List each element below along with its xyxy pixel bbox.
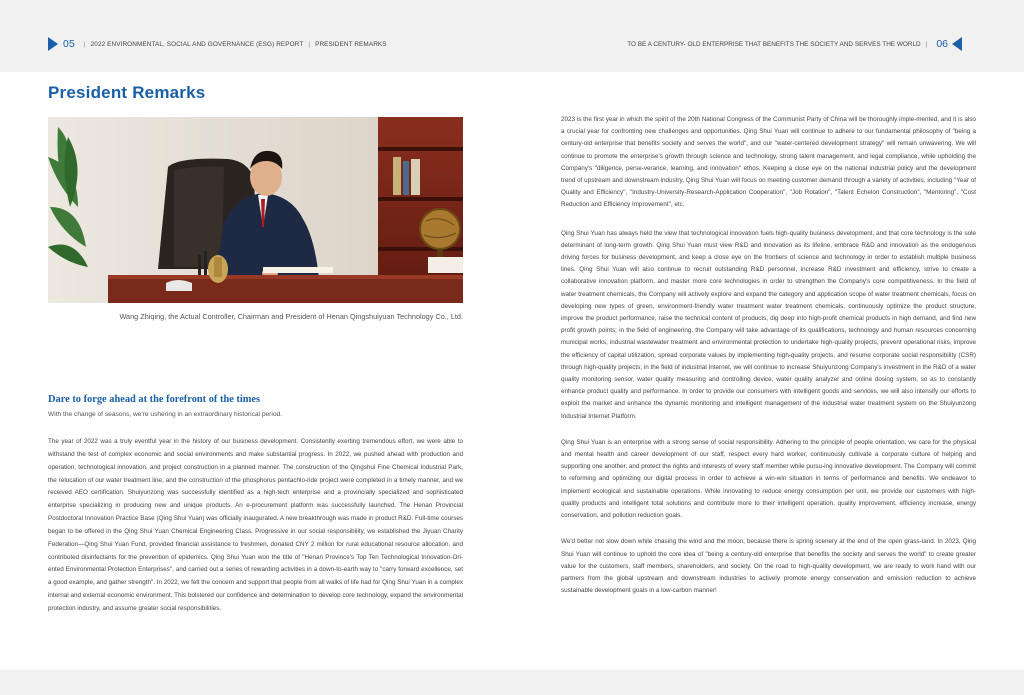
right-paragraph-3: Qing Shui Yuan is an enterprise with a strong sense of social responsibility. Adhering to the principle of people orientation, we care for the physical and mental health and career development of our staff, respect every hard worker, continuously cultivate a corporate culture of helping and supporting one another, and protect the rights and interests of every staff member while pursu-ing innovative development. The Company will commit to reforming and optimizing our digital process in order to achieve a win-win situation in terms of performance and benefits. We endeavor to implement ecological and sustainable operations. While innovating to reduce energy consumption per unit, we provide our customers with high-quality products and intelligent total solutions and contribute more to their intelligent operation, quality improvement, efficiency increase, energy conservation, and pollution reduction goals.	[561, 438, 976, 520]
page-number-left: 05	[63, 38, 75, 50]
intro-text: With the change of seasons, we're ushering in an extraordinary historical period.	[48, 411, 282, 418]
section-subheading: Dare to forge ahead at the forefront of the times	[48, 394, 261, 405]
left-body-paragraph: The year of 2022 was a truly eventful year in the history of our business development. Consistently exerting tremendous effort, we were able to withstand the test of complex economic and social environments and make substantial progress. In 2022, we pushed ahead with production and operation, technological innovation, and project construction in a planned manner. The construction of the Qingshui Fine Chemical Industrial Park, the relocation of our water treatment line, and the construction of the phosphorus pentachlo-ride project were completed in a timely manner, and we received AEO certification. Shuiyunzong was successfully identified as a high-tech enterprise and a provincially specialized and sophisticated enterprise specializing in producing new and unique products. An e-procurement platform was successfully launched. The Henan Provincial Postdoctoral Innovation Practice Base (Qing Shui Yuan) was officially inaugurated. A new breakthrough was made in product R&D. Full-time courses began to be offered in the Qing Shui Yuan Chemical Engineering Class. Progressive in our social responsibility, we established the Jiyuan Charity Federation—Qing Shui Yuan Fund, provided financial assistance to freshmen, donated CNY 2 million for rural educational resource allocation, and contributed disinfectants for the prevention of epidemics. Qing Shui Yuan won the title of "Henan Province's Top Ten Technological Innovation-Ori-ented Environmental Protection Enterprises", and carried out a series of rewarding activities in a down-to-earth way to "carry forward excellence, set a good example, and gather strength". In 2022, we felt the concern and support that people from all walks of life had for Qing Shui Yuan in a complex internal and external economic environment. This bolstered our confidence and determination to develop core technology, expand the environmental protection industry, and assume greater social responsibilities.	[48, 438, 463, 612]
president-photo	[48, 117, 463, 303]
header-divider: |	[308, 40, 311, 48]
section-name: PRESIDENT REMARKS	[315, 40, 387, 48]
report-title: 2022 ENVIRONMENTAL, SOCIAL AND GOVERNANCE (ESG) REPORT	[90, 40, 304, 48]
header-left	[48, 37, 387, 51]
left-column	[48, 394, 463, 616]
header-divider: |	[83, 40, 86, 48]
right-paragraph-1: 2023 is the first year in which the spirit of the 20th National Congress of the Communist Party of China will be thoroughly imple-mented, and it is also a crucial year for confronting new challenges and opportunities. Qing Shui Yuan will continue to adhere to our fundamental philosophy of "being a century-old enterprise that benefits society and serves the world", and our "water-centered development strategy" will remain unwavering. We will continue to promote the enterprise's growth through science and technology, strong talent management, and legal compliance, while upholding the Company's "diligence, perse-verance, learning, and innovation" ethos. Keeping a close eye on the national industrial policy and the development trend of upstream and downstream industry, Qing Shui Yuan will focus on meeting customer demand through a variety of activities, including "Year of Quality and Efficiency", "Industry-University-Research-Application Cooperation", "Job Rotation", "Talent Echelon Construction", "Mentoring", "Cost Reduction and Efficiency Improvement", etc.	[561, 116, 976, 209]
right-paragraph-4: We'd better not slow down while chasing the wind and the moon, because there is spring scenery at the end of the open grass-land. In 2023, Qing Shui Yuan will continue to uphold the core idea of "being a century-old enterprise that benefits the society and serves the world" to create greater value for the customers, staff members, shareholders, and society. On the road to high-quality development, we are ready to work hand with our partners from the global upstream and downstream industries to actively promote energy conservation and emission reduction to achieve sustainable development goals in a low-carbon manner!	[561, 538, 976, 595]
right-column	[561, 114, 976, 597]
header-slogan: TO BE A CENTURY- OLD ENTERPRISE THAT BENEFITS THE SOCIETY AND SERVES THE WORLD	[627, 40, 921, 48]
page-marker-icon	[48, 37, 58, 51]
page-marker-icon	[952, 37, 962, 51]
photo-caption: Wang Zhiqing, the Actual Controller, Chairman and President of Henan Qingshuiyuan Technology Co., Ltd.	[119, 312, 463, 321]
page-header	[0, 0, 1024, 72]
page-body	[0, 72, 1024, 670]
header-right	[627, 37, 962, 51]
page-title: President Remarks	[48, 83, 206, 102]
right-paragraph-2: Qing Shui Yuan has always held the view that technological innovation fuels high-quality business development, and that core technology is the sole determinant of long-term growth. Qing Shui Yuan must view R&D and innovation as its lifeline, embrace R&D and innovation as the endogenous driving forces for business development, and keep a close eye on the frontiers of science and technology in order to establish multiple business lines. Qing Shui Yuan will also continue to recruit outstanding R&D personnel, increase R&D investment and efficiency, strive to create a collaborative innovation platform, and master more core technologies in order to strengthen the Company's core competitiveness. In the field of water treatment chemicals, the Company will actively explore and expand the category and application scope of water treatment chemicals, focus on developing new types of green, environment-friendly water treatment water treatment chemicals, continuously optimize the product structure, improve the product performance, raise the technical content of products, dig deep into high-profit chemical products in high demand, and find new profit growth points; in the field of engineering, the Company will take advantage of its qualifications, technology and human resources concerning municipal works, industrial wastewater treatment and environmental protection to undertake high-quality projects, prevent operational risks, improve the efficiency of capital utilization, spread corporate values by implementing high-quality projects, and resume corporate social responsibility (CSR) through high-quality projects; in the field of industrial Internet, we will continue to increase Shuiyunzong Company's investment in the R&D of a water quality monitoring sensor, water quality measuring and controlling device, water quality analyzer and online dosing system, so as to constantly enhance product quality and performance. In order to provide our consumers with intelligent goods and services, we will also intensify our efforts to exploit the market and enhance the dynamic monitoring and intelligent management of the industrial water treatment system on the Shuiyunzong Industrial Internet Platform.	[561, 229, 976, 420]
page-number-right: 06	[936, 38, 948, 50]
header-divider: |	[925, 40, 928, 48]
president-photo-illustration	[48, 117, 463, 303]
